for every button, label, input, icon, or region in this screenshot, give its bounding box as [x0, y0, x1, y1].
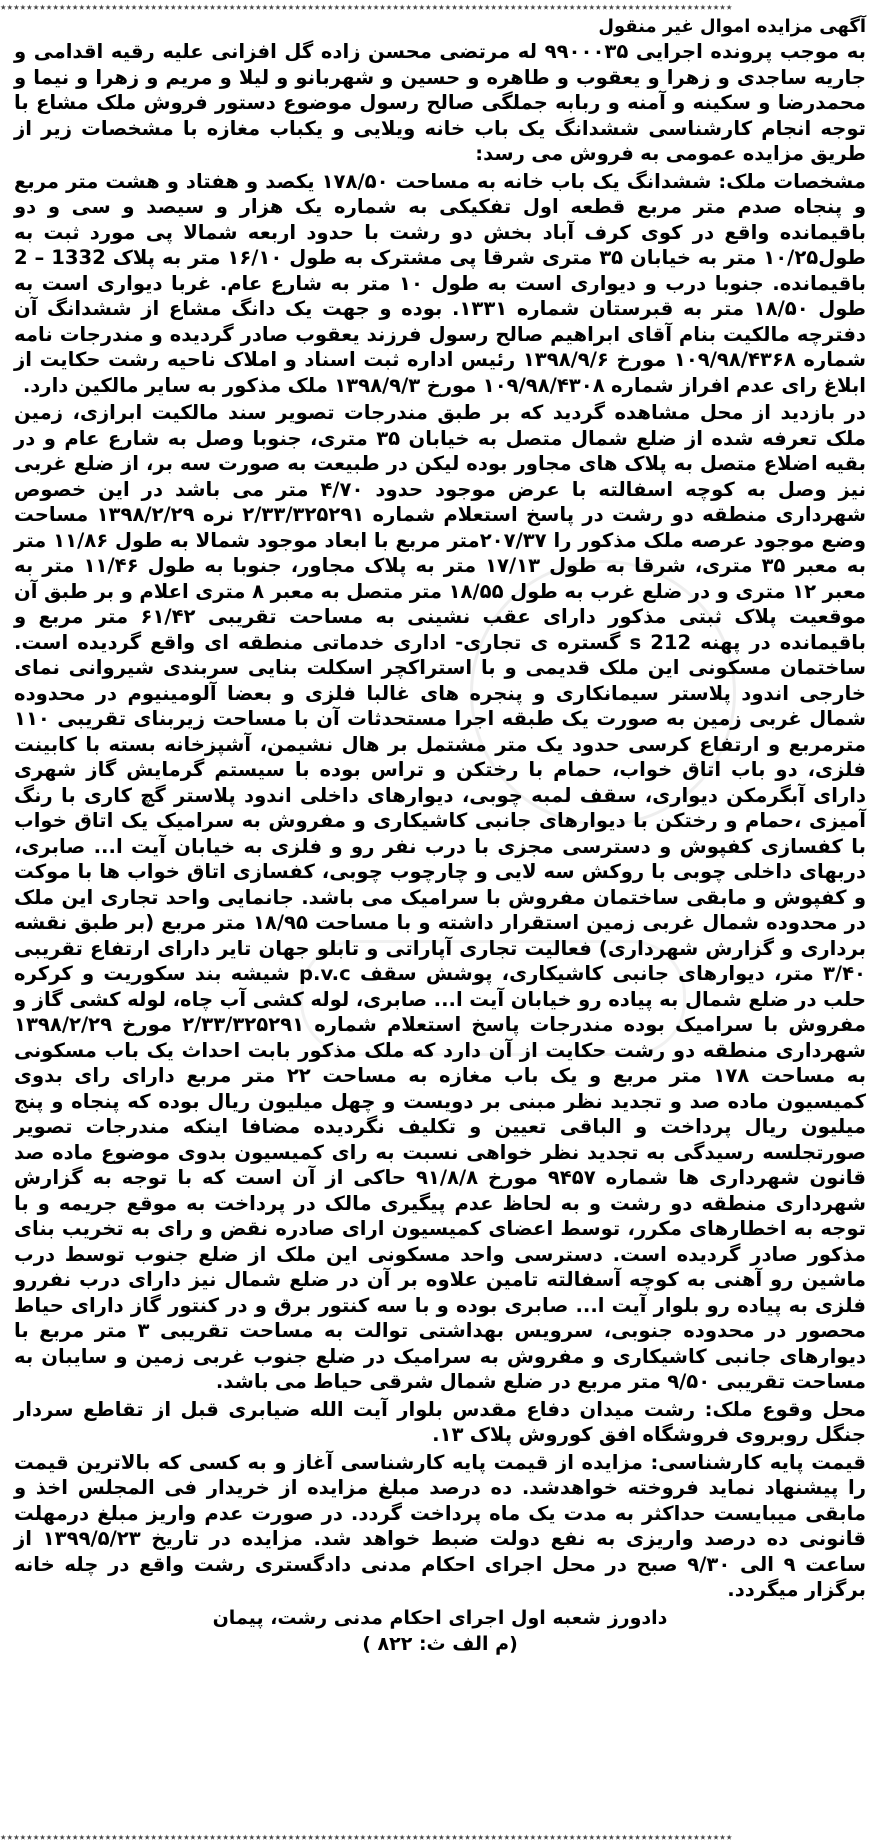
signature: دادورز شعبه اول اجرای احکام مدنی رشت، پیمان [212, 1606, 668, 1629]
specs-text: ششدانگ یک باب خانه به مساحت ۱۷۸/۵۰ یکصد و هفتاد و هشت متر مربع و پنجاه صدم متر مربع قطعه اول تفکیکی به شماره یک هزار و سیصد و سی و دو باقیمانده واقع در کوی کرف آباد بخش دو رشت با حدود اربعه شمالا پی مورد ثبت به طول۱۰/۲۵ متر به خیابان ۳۵ متری شرقا پی مشترک به طول ۱۶/۱۰ متر به پلاک 1332 – 2 باقیمانده. جنوبا درب و دیواری است به طول ۱۰ متر به شارع عام. غربا دیواری است به طول ۱۸/۵۰ متر به قبرستان شماره ۱۳۳۱. بوده و جهت یک دانگ مشاع از ششدانگ آن دفترچه مالکیت بنام آقای ابراهیم صالح رسول فرزند یعقوب صادر گردیده و مندرجات نامه شماره ۱۰۹/۹۸/۴۳۶۸ مورخ ۱۳۹۸/۹/۶ رئیس اداره ثبت اسناد و املاک ناحیه رشت حکایت از ابلاغ رای عدم افراز شماره ۱۰۹/۹۸/۴۳۰۸ مورخ ۱۳۹۸/۹/۳ ملک مذکور به سایر مالکین دارد. [14, 169, 866, 397]
price-text: مزایده از قیمت پایه کارشناسی آغاز و به کسی که بالاترین قیمت را پیشنهاد نماید فروخته خواهدشد. ده درصد مبلغ مزایده از خریدار فی المجلس اخذ و مابقی میبایست حداکثر به مدت یک ماه پرداخت گردد. در صورت عدم واریز مبلغ درمهلت قانونی ده درصد واریزی به نفع دولت ضبط خواهد شد. مزایده در تاریخ ۱۳۹۹/۵/۲۳ از ساعت ۹ الی ۹/۳۰ صبح در محل اجرای احکام مدنی دادگستری رشت واقع در چله خانه برگزار میگردد. [14, 1450, 867, 1601]
location-text: رشت میدان دفاع مقدس بلوار آیت الله ضیابری قبل از تقاطع سردار جنگل روبروی فروشگاه افق کوروش پلاک ۱۳. [14, 1397, 866, 1446]
location-label: محل وقوع ملک: [704, 1397, 866, 1421]
bottom-border: ٭٭٭٭٭٭٭٭٭٭٭٭٭٭٭٭٭٭٭٭٭٭٭٭٭٭٭٭٭٭٭٭٭٭٭٭٭٭٭٭٭٭٭٭٭٭٭٭٭٭٭٭٭٭٭٭٭٭٭٭٭٭٭٭٭٭٭٭٭٭٭٭٭٭٭٭٭٭٭٭٭٭٭٭٭٭٭٭٭٭٭٭٭٭٭٭٭٭٭٭٭٭٭٭٭٭٭٭٭٭٭٭ [0, 1830, 733, 1844]
top-border: ٭٭٭٭٭٭٭٭٭٭٭٭٭٭٭٭٭٭٭٭٭٭٭٭٭٭٭٭٭٭٭٭٭٭٭٭٭٭٭٭٭٭٭٭٭٭٭٭٭٭٭٭٭٭٭٭٭٭٭٭٭٭٭٭٭٭٭٭٭٭٭٭٭٭٭٭٭٭٭٭٭٭٭٭٭٭٭٭٭٭٭٭٭٭٭٭٭٭٭٭٭٭٭٭٭٭٭٭٭٭٭٭ [0, 0, 733, 14]
price-label: قیمت پایه کارشناسی: [650, 1450, 866, 1474]
price-paragraph [14, 1450, 866, 1603]
intro-paragraph: به موجب پرونده اجرایی ۹۹۰۰۰۳۵ له مرتضی محسن زاده گل افزانی علیه رقیه اقدامی و جاریه ساجدی و زهرا و یعقوب و طاهره و حسین و شهربانو و لیلا و مریم و زهرا و نیما و محمدرضا و سکینه و آمنه و ربابه جملگی صالح رسول موضوع دستور فروش ملک مشاع با توجه انجام کارشناسی ششدانگ یک باب خانه ویلایی و یکباب مغازه با مشخصات زیر از طریق مزایده عمومی به فروش می رسد: [14, 40, 866, 165]
location-paragraph [14, 1397, 866, 1448]
specs-label: مشخصات ملک: [718, 169, 866, 193]
notice-title: آگهی مزایده اموال غیر منقول [598, 16, 866, 37]
notice-document [14, 16, 866, 1657]
visit-paragraph: در بازدید از محل مشاهده گردید که بر طبق مندرجات تصویر سند مالکیت ابرازی، زمین ملک تعرفه شده از ضلع شمال متصل به خیابان ۳۵ متری، جنوبا وصل به شارع عام و در بقیه اضلاع متصل به پلاک های مجاور بوده لیکن در طبیعت به صورت سه بر، از ضلع غربی نیز وصل به کوچه اسفالته با عرض موجود حدود ۴/۷۰ متر می باشد در این خصوص شهرداری منطقه دو رشت در پاسخ استعلام شماره ۲/۳۳/۳۲۵۲۹۱ نره ۱۳۹۸/۲/۲۹ مساحت وضع موجود عرصه ملک مذکور را ۲۰۷/۳۷متر مربع با ابعاد موجود شمالا به طول ۱۱/۸۶ متر به معبر ۳۵ متری، شرقا به طول ۱۷/۱۳ متر به پلاک مجاور، جنوبا به طول ۱۱/۴۶ متر به معبر ۱۲ متری و در ضلع غرب به طول ۱۸/۵۵ متر متصل به معبر ۸ متری اعلام و بر طبق آن موقعیت پلاک ثبتی مذکور دارای عقب نشینی به مساحت تقریبی ۶۱/۴۲ متر مربع و باقیمانده در پهنه 212 s گستره ی تجاری- اداری خدماتی منطقه ای واقع گردیده است. ساختمان مسکونی این ملک قدیمی و با استراکچر اسکلت بنایی سربندی شیروانی نمای خارجی اندود پلاستر سیمانکاری و پنجره های غالبا فلزی و بعضا آلومینیوم در محدوده شمال غربی زمین به صورت یک طبقه اجرا مستحدثات آن با مساحت زیربنای تقریبی ۱۱۰ مترمربع و ارتفاع کرسی حدود یک متر مشتمل بر هال نشیمن، آشپزخانه بسته با کابینت فلزی، دو باب اتاق خواب، حمام با رختکن و تراس بوده با سیستم گرمایش گاز شهری دارای آبگرمکن دیواری، سقف لمبه چوبی، دیوارهای داخلی اندود پلاستر گچ کاری با رنگ آمیزی ،حمام و رختکن با دیوارهای جانبی کاشیکاری و مفروش به سرامیک یک اتاق خواب با کفسازی کفپوش و دسترسی مجزی با درب نفر رو و فلزی به خیابان آیت ا... صابری، دربهای داخلی چوبی با روکش سه لایی و چارچوب چوبی، کفسازی اتاق خواب ها با موکت و کفپوش و مابقی ساختمان مفروش با سرامیک می باشد. جانمایی واحد تجاری این ملک در محدوده شمال غربی زمین استقرار داشته و با مساحت ۱۸/۹۵ متر مربع (بر طبق نقشه برداری و گزارش شهرداری) فعالیت تجاری آپاراتی و تابلو جهان تایر دارای ارتفاع تقریبی ۳/۴۰ متر، دیوارهای جانبی کاشیکاری، پوشش سقف p.v.c شیشه بند سکوریت و کرکره حلب در ضلع شمال به پیاده رو خیابان آیت ا... صابری، لوله کشی آب چاه، لوله کشی گاز و مفروش با سرامیک بوده مندرجات پاسخ استعلام شماره ۲/۳۳/۳۲۵۲۹۱ مورخ ۱۳۹۸/۲/۲۹ شهرداری منطقه دو رشت حکایت از آن دارد که ملک مذکور بابت احداث یک باب مسکونی به مساحت ۱۷۸ متر مربع و یک باب مغازه به مساحت ۲۲ متر مربع دارای رای بدوی کمیسیون ماده صد و تجدید نظر مبنی بر دویست و چهل میلیون ریال بوده که پنجاه و پنج میلیون ریال پرداخت و الباقی تعیین و تکلیف نگردیده مضافا اینکه مندرجات تصویر صورتجلسه رسیدگی به تجدید نظر خواهی نسبت به رای کمیسیون بدوی موضوع ماده صد قانون شهرداری ها شماره ۹۴۵۷ مورخ ۹۱/۸/۸ حاکی از آن است که با توجه به گزارش شهرداری منطقه دو رشت و به لحاظ عدم پیگیری مالک در پرداخت به موقع جریمه و با توجه به اخطارهای مکرر، توسط اعضای کمیسیون ارای صادره نقض و رای به تخریب بنای مذکور صادر گردیده است. دسترسی واحد مسکونی این ملک از ضلع جنوب توسط درب ماشین رو آهنی به کوچه آسفالته تامین علاوه بر آن در ضلع شمال نیز دارای درب نفررو فلزی به پیاده رو بلوار آیت ا... صابری بوده و با سه کنتور برق و در کنتور گاز دارای حیاط محصور در محدوده جنوبی، سرویس بهداشتی توالت به مساحت تقریبی ۳ متر مربع با دیوارهای جانبی کاشیکاری و مفروش به سرامیک در ضلع جنوب غربی زمین و سایبان به مساحت تقریبی ۹/۵۰ متر مربع در ضلع شمال شرقی حیاط می باشد. [14, 401, 867, 1393]
notice-code: (م الف ث: ۸۲۲ ) [362, 1632, 518, 1655]
specs-paragraph [14, 169, 866, 399]
